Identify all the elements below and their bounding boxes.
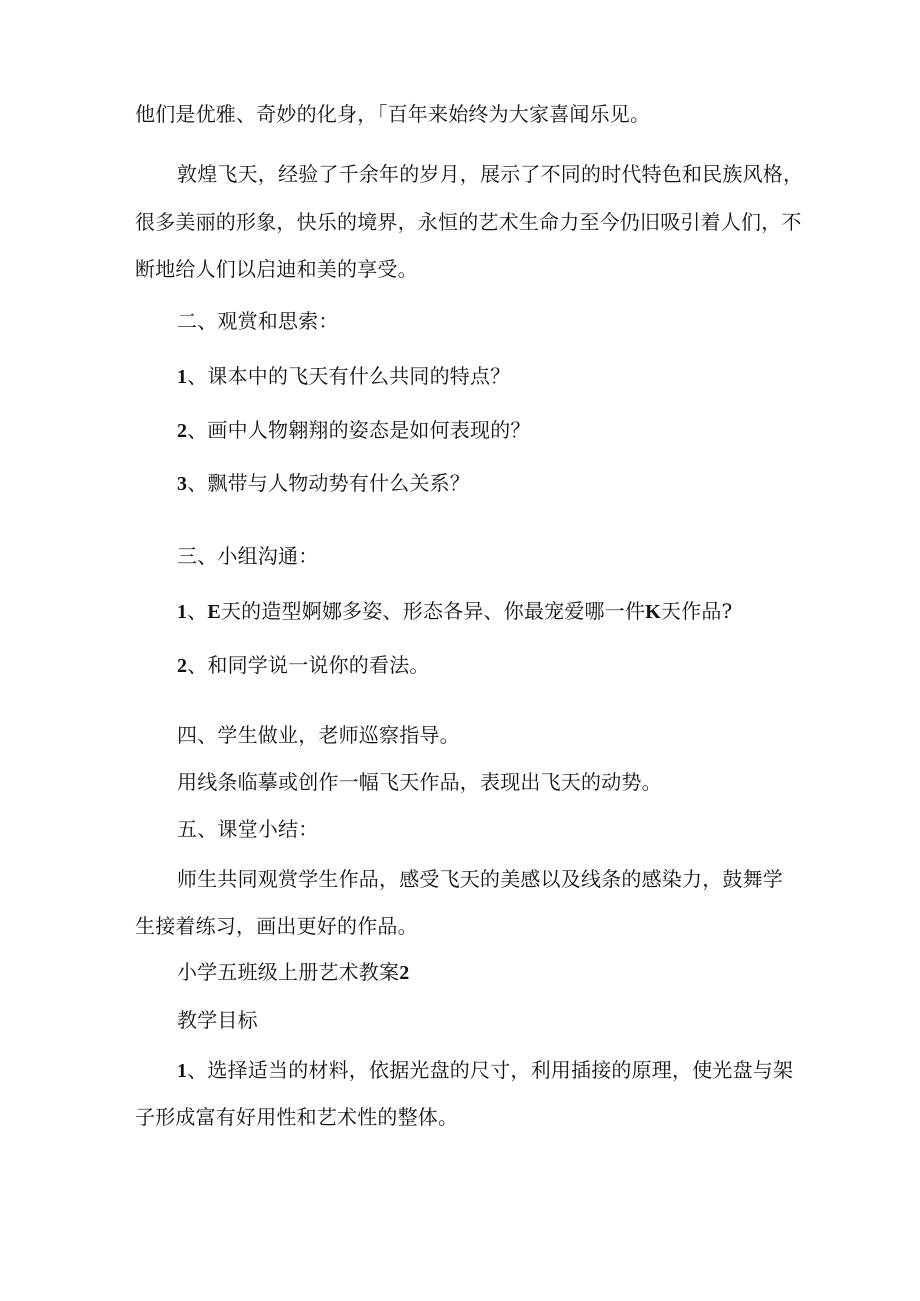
lesson-title-number: 2 [399,962,410,984]
item-text-part: 天作品? [660,599,733,623]
item-number: 1 [177,601,188,623]
item-bold-letter: E [207,601,221,623]
paragraph-dunhuang-line-3: 断地给人们以启迪和美的享受。 [135,257,418,281]
section-2-item-3 [177,469,470,498]
section-3-heading: 三、小组沟通： [177,544,319,568]
item-text: 、画中人物翱翔的姿态是如何表现的？ [187,418,531,442]
lesson-title-text: 小学五班级上册艺术教案 [177,960,400,984]
item-number: 2 [177,655,188,677]
item-text: 、和同学说一说你的看法。 [187,653,430,677]
paragraph-dunhuang-line-2: 很多美丽的形象，快乐的境界，永恒的艺术生命力至今仍旧吸引着人们，不 [135,210,802,234]
lesson-2-title [177,958,409,987]
section-5-line-1: 师生共同观赏学生作品，感受飞天的美感以及线条的感染力，鼓舞学 [177,867,783,891]
section-4-heading: 四、学生做业，老师巡察指导。 [177,723,460,747]
item-bold-letter: K [645,601,661,623]
section-3-item-2 [177,651,430,680]
item-text-part: 、 [187,599,208,623]
item-number: 2 [177,420,188,442]
section-5-heading: 五、课堂小结： [177,817,319,841]
section-4-body: 用线条临摹或创作一幅飞天作品，表现出飞天的动势。 [177,770,662,794]
section-3-item-1 [177,597,732,626]
item-number: 3 [177,473,188,495]
item-text: 、飘带与人物动势有什么关系？ [187,471,471,495]
section-2-heading: 二、观赏和思索： [177,309,339,333]
item-text: 、选择适当的材料，依据光盘的尺寸，利用插接的原理，使光盘与架 [187,1058,794,1082]
section-5-line-2: 生接着练习，画出更好的作品。 [135,914,418,938]
lesson-2-subtitle: 教学目标 [177,1008,258,1032]
item-text-part: 天的造型婀娜多姿、形态各异、你最宠爱哪一件 [220,599,646,623]
paragraph-dunhuang-line-1: 敦煌飞天，经验了千余年的岁月，展示了不同的时代特色和民族风格， [177,162,804,186]
lesson-2-item-1-line-2: 子形成富有好用性和艺术性的整体。 [135,1105,459,1129]
section-2-item-1 [177,362,510,391]
item-number: 1 [177,366,188,388]
item-number: 1 [177,1060,188,1082]
intro-line: 他们是优雅、奇妙的化身，「百年来始终为大家喜闻乐见。 [135,102,651,126]
lesson-2-item-1-line-1 [177,1056,793,1085]
section-2-item-2 [177,416,531,445]
item-text: 、课本中的飞天有什么共同的特点？ [187,364,511,388]
